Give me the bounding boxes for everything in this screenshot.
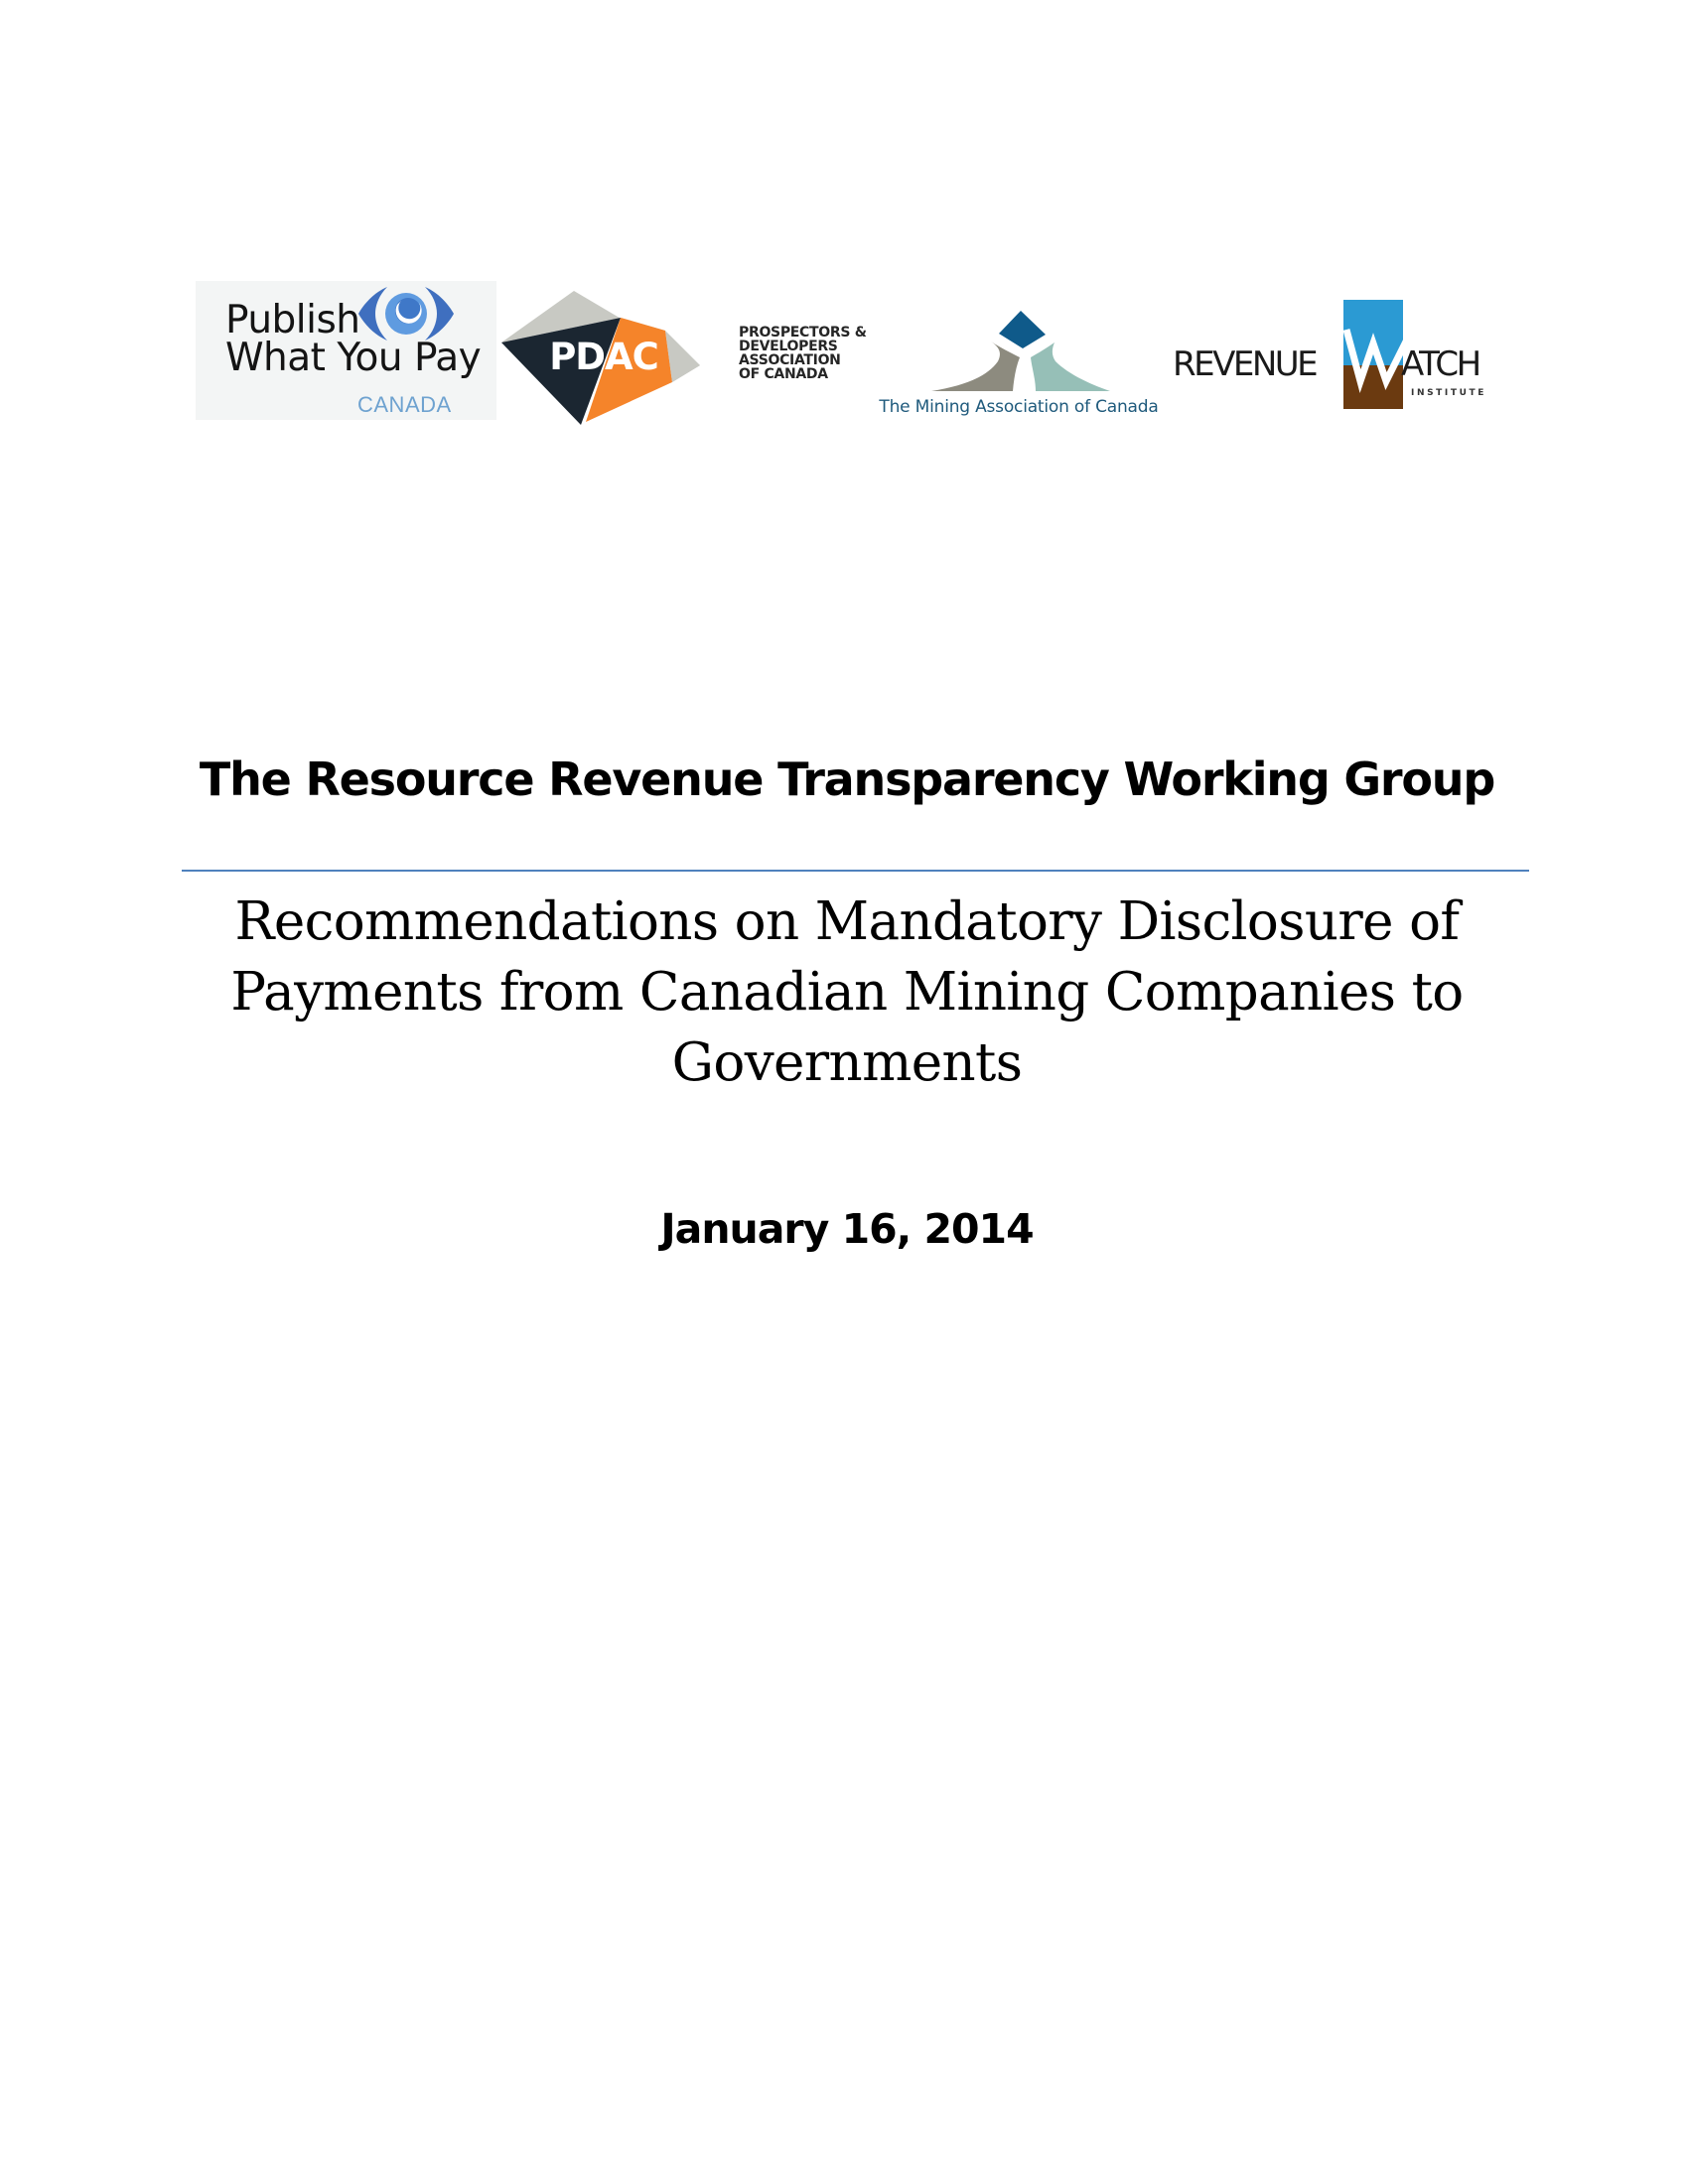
pwyp-logo-line1: Publish	[225, 298, 360, 342]
revenue-watch-logo-word1: REVENUE	[1173, 344, 1317, 384]
eye-icon	[357, 283, 455, 344]
revenue-watch-logo-mark	[1340, 298, 1410, 411]
revenue-watch-logo-subtitle: INSTITUTE	[1411, 388, 1486, 398]
report-date: January 16, 2014	[660, 1205, 1034, 1253]
title-divider	[182, 870, 1529, 872]
mining-association-logo-text: The Mining Association of Canada	[879, 397, 1159, 417]
pdac-description-line: DEVELOPERS	[739, 339, 838, 354]
pdac-logo-acronym: PDAC	[549, 336, 658, 378]
partner-logos-strip	[0, 0, 1688, 457]
revenue-watch-logo-word2: ATCH	[1401, 344, 1479, 384]
pwyp-canada-logo	[196, 281, 496, 420]
report-title	[149, 887, 1545, 1098]
report-title-line: Recommendations on Mandatory Disclosure of	[234, 891, 1460, 952]
pdac-description-line: OF CANADA	[739, 366, 828, 382]
pdac-description-line: PROSPECTORS &	[739, 325, 867, 341]
working-group-heading: The Resource Revenue Transparency Working Group	[199, 752, 1495, 806]
pdac-logo-description	[739, 326, 888, 381]
report-title-line: Governments	[671, 1032, 1023, 1093]
pwyp-logo-country: CANADA	[357, 392, 452, 417]
report-title-line: Payments from Canadian Mining Companies to	[230, 962, 1464, 1023]
pdac-description-line: ASSOCIATION	[739, 352, 841, 368]
mining-association-logo-mark	[928, 306, 1117, 395]
pwyp-logo-line2: What You Pay	[225, 336, 482, 380]
